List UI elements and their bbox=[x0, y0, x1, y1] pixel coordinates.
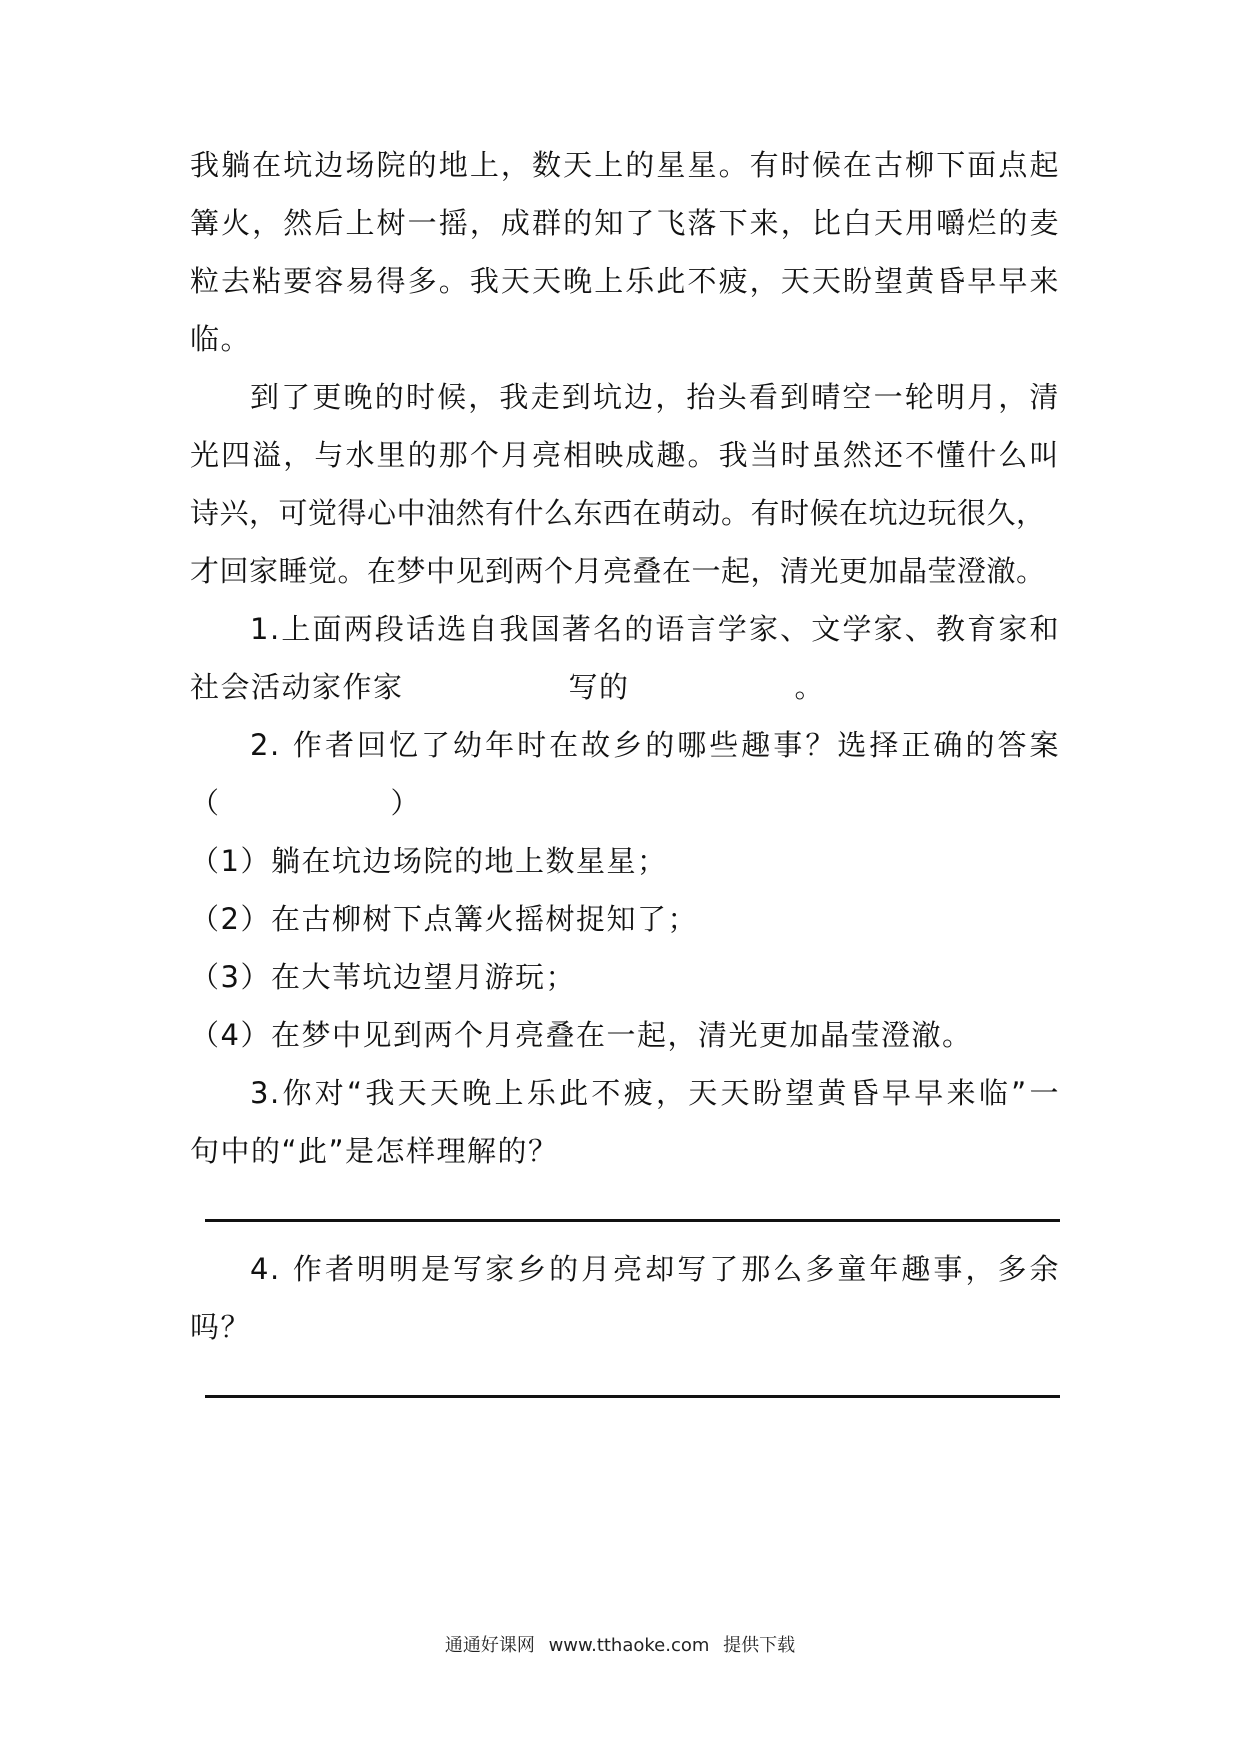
footer-url[interactable]: www.tthaoke.com bbox=[548, 1635, 710, 1656]
question-4-answer-line[interactable] bbox=[205, 1395, 1060, 1398]
question-1-end: 。 bbox=[794, 670, 826, 704]
question-3-answer-line[interactable] bbox=[205, 1219, 1060, 1222]
question-2-option-2: （2）在古柳树下点篝火摇树捉知了； bbox=[190, 902, 698, 936]
question-3-line-1: 3.你对“我天天晚上乐此不疲，天天盼望黄昏早早来临”一 bbox=[250, 1076, 1060, 1110]
question-2-answer-parens bbox=[190, 783, 1060, 823]
question-1-line-1: 1.上面两段话选自我国著名的语言学家、文学家、教育家和 bbox=[250, 612, 1060, 646]
question-3-line-2: 句中的“此”是怎样理解的？ bbox=[190, 1134, 559, 1168]
question-2-option-3: （3）在大苇坑边望月游玩； bbox=[190, 960, 576, 994]
answer-paren-open: （ bbox=[190, 786, 221, 820]
question-1-middle: 写的 bbox=[568, 670, 630, 704]
page-footer bbox=[0, 1634, 1240, 1658]
footer-site-name: 通通好课网 bbox=[444, 1635, 535, 1656]
question-2-option-1: （1）躺在坑边场院的地上数星星； bbox=[190, 844, 668, 878]
paragraph2-line-2: 光四溢，与水里的那个月亮相映成趣。我当时虽然还不懂什么叫 bbox=[190, 438, 1060, 472]
answer-paren-close: ） bbox=[390, 786, 422, 820]
question-1-line-2 bbox=[190, 667, 1060, 707]
paragraph1-line-2: 篝火，然后上树一摇，成群的知了飞落下来，比白天用嚼烂的麦 bbox=[190, 206, 1060, 240]
question-2-option-4: （4）在梦中见到两个月亮叠在一起，清光更加晶莹澄澈。 bbox=[190, 1018, 973, 1052]
question-1-prefix: 社会活动家作家 bbox=[190, 670, 404, 704]
paragraph2-line-1: 到了更晚的时候，我走到坑边，抬头看到晴空一轮明月，清 bbox=[250, 380, 1060, 414]
document-page bbox=[190, 0, 1060, 1754]
question-4-line-2: 吗？ bbox=[190, 1310, 252, 1344]
paragraph2-line-4: 才回家睡觉。在梦中见到两个月亮叠在一起，清光更加晶莹澄澈。 bbox=[190, 554, 1046, 588]
paragraph1-line-3: 粒去粘要容易得多。我天天晚上乐此不疲，天天盼望黄昏早早来 bbox=[190, 264, 1060, 298]
paragraph1-line-4: 临。 bbox=[190, 322, 252, 356]
footer-download-text: 提供下载 bbox=[723, 1635, 796, 1656]
paragraph1-line-1: 我躺在坑边场院的地上，数天上的星星。有时候在古柳下面点起 bbox=[190, 148, 1060, 182]
paragraph2-line-3: 诗兴，可觉得心中油然有什么东西在萌动。有时候在坑边玩很久， bbox=[190, 496, 1046, 530]
question-2-line-1: 2. 作者回忆了幼年时在故乡的哪些趣事？选择正确的答案 bbox=[250, 728, 1060, 762]
question-4-line-1: 4. 作者明明是写家乡的月亮却写了那么多童年趣事，多余 bbox=[250, 1252, 1060, 1286]
